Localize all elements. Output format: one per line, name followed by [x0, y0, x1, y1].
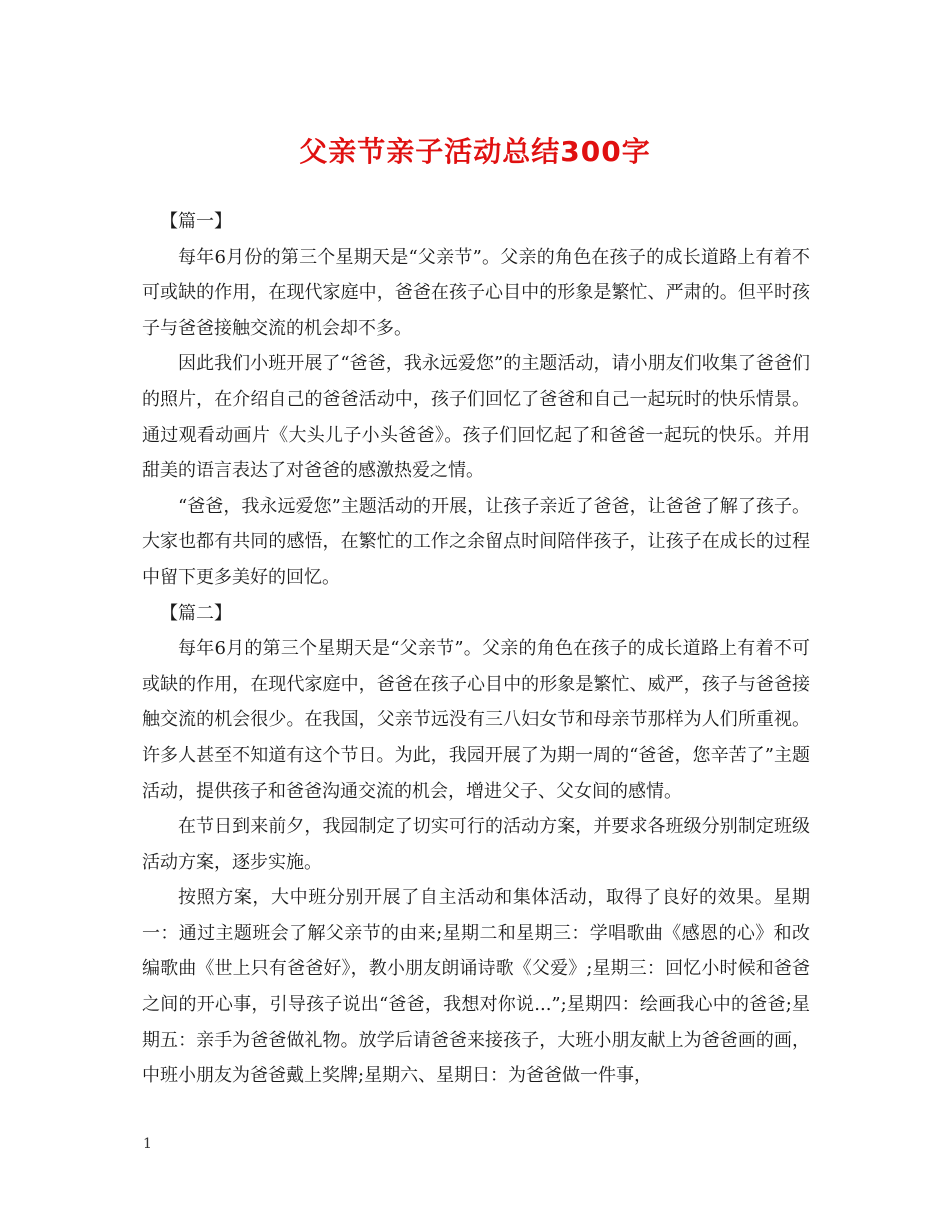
page-number: 1 [143, 1136, 152, 1152]
document-body [142, 204, 810, 1094]
paragraph: 因此我们小班开展了“爸爸，我永远爱您”的主题活动，请小朋友们收集了爸爸们的照片，在介绍自己的爸爸活动中，孩子们回忆了爸爸和自己一起玩时的快乐情景。通过观看动画片《大头儿子小头爸爸》。孩子们回忆起了和爸爸一起玩的快乐。并用甜美的语言表达了对爸爸的感激热爱之情。 [142, 353, 810, 482]
paragraph: 每年6月份的第三个星期天是“父亲节”。父亲的角色在孩子的成长道路上有着不可或缺的作用，在现代家庭中，爸爸在孩子心目中的形象是繁忙、严肃的。但平时孩子与爸爸接触交流的机会却不多。 [142, 246, 810, 339]
section-heading: 【篇一】 [160, 211, 232, 232]
paragraph: “爸爸，我永远爱您”主题活动的开展，让孩子亲近了爸爸，让爸爸了解了孩子。大家也都有共同的感悟，在繁忙的工作之余留点时间陪伴孩子，让孩子在成长的过程中留下更多美好的回忆。 [142, 495, 810, 588]
paragraph: 每年6月的第三个星期天是“父亲节”。父亲的角色在孩子的成长道路上有着不可或缺的作用，在现代家庭中，爸爸在孩子心目中的形象是繁忙、威严，孩子与爸爸接触交流的机会很少。在我国，父亲节远没有三八妇女节和母亲节那样为人们所重视。许多人甚至不知道有这个节日。为此，我园开展了为期一周的“爸爸，您辛苦了”主题活动，提供孩子和爸爸沟通交流的机会，增进父子、父女间的感情。 [142, 638, 810, 802]
document-title: 父亲节亲子活动总结300字 [299, 135, 651, 168]
paragraph: 按照方案，大中班分别开展了自主活动和集体活动，取得了良好的效果。星期一：通过主题班会了解父亲节的由来;星期二和星期三：学唱歌曲《感恩的心》和改编歌曲《世上只有爸爸好》，教小朋友朗诵诗歌《父爱》;星期三：回忆小时候和爸爸之间的开心事，引导孩子说出“爸爸，我想对你说...”;星期四：绘画我心中的爸爸;星期五：亲手为爸爸做礼物。放学后请爸爸来接孩子，大班小朋友献上为爸爸画的画，中班小朋友为爸爸戴上奖牌;星期六、星期日：为爸爸做一件事， [142, 887, 810, 1087]
section-heading: 【篇二】 [160, 602, 232, 624]
paragraph: 在节日到来前夕，我园制定了切实可行的活动方案，并要求各班级分别制定班级活动方案，逐步实施。 [142, 816, 810, 873]
